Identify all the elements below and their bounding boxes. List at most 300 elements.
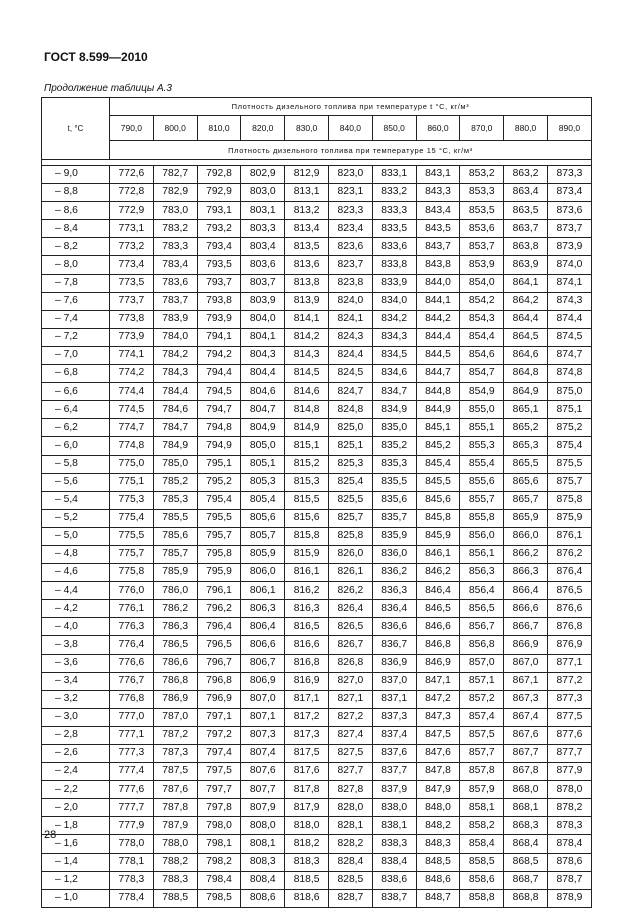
density-cell: 873,7 [547,220,591,238]
density-cell: 875,2 [547,419,591,437]
table-row [42,564,592,582]
density-cell: 827,4 [328,726,372,744]
density-cell: 866,3 [504,564,548,582]
density-column-header: 790,0 [110,116,154,141]
density-cell: 826,1 [328,564,372,582]
density-cell: 825,0 [328,419,372,437]
temperature-cell: – 8,0 [42,256,110,274]
density-cell: 786,2 [153,600,197,618]
table-caption: Продолжение таблицы А.3 [44,83,172,94]
density-cell: 826,8 [328,654,372,672]
density-cell: 813,9 [285,292,329,310]
density-cell: 877,1 [547,654,591,672]
density-cell: 877,7 [547,745,591,763]
density-cell: 847,9 [416,781,460,799]
density-cell: 803,3 [241,220,285,238]
density-cell: 837,3 [372,708,416,726]
density-cell: 848,7 [416,889,460,907]
density-cell: 825,5 [328,491,372,509]
density-cell: 853,3 [460,184,504,202]
density-cell: 854,6 [460,346,504,364]
density-cell: 803,1 [241,202,285,220]
density-cell: 865,6 [504,473,548,491]
density-cell: 877,9 [547,763,591,781]
density-cell: 878,4 [547,835,591,853]
density-cell: 877,2 [547,672,591,690]
density-cell: 784,9 [153,437,197,455]
density-cell: 848,6 [416,871,460,889]
density-cell: 786,3 [153,618,197,636]
density-cell: 788,5 [153,889,197,907]
density-cell: 824,1 [328,310,372,328]
density-cell: 793,5 [197,256,241,274]
density-cell: 794,8 [197,419,241,437]
density-cell: 787,2 [153,726,197,744]
density-cell: 857,2 [460,690,504,708]
density-cell: 773,7 [110,292,154,310]
density-cell: 855,8 [460,509,504,527]
density-cell: 873,4 [547,184,591,202]
density-cell: 773,5 [110,274,154,292]
density-cell: 806,1 [241,582,285,600]
density-cell: 834,3 [372,328,416,346]
table-row [42,383,592,401]
density-cell: 794,1 [197,328,241,346]
density-cell: 816,3 [285,600,329,618]
temperature-cell: – 7,0 [42,346,110,364]
density-cell: 787,9 [153,817,197,835]
density-cell: 773,8 [110,310,154,328]
density-cell: 802,9 [241,166,285,184]
density-cell: 865,2 [504,419,548,437]
density-cell: 835,0 [372,419,416,437]
density-cell: 813,1 [285,184,329,202]
density-cell: 784,4 [153,383,197,401]
density-cell: 806,6 [241,636,285,654]
table-row [42,401,592,419]
density-cell: 846,9 [416,654,460,672]
density-cell: 787,5 [153,763,197,781]
table-header [42,98,592,160]
density-cell: 874,8 [547,365,591,383]
page-number: 28 [44,829,57,841]
density-cell: 818,3 [285,853,329,871]
density-cell: 786,6 [153,654,197,672]
density-cell: 793,8 [197,292,241,310]
density-cell: 796,1 [197,582,241,600]
density-cell: 857,0 [460,654,504,672]
density-cell: 855,3 [460,437,504,455]
density-cell: 836,7 [372,636,416,654]
table-row [42,835,592,853]
density-cell: 873,3 [547,166,591,184]
density-cell: 807,6 [241,763,285,781]
density-cell: 855,6 [460,473,504,491]
density-cell: 823,0 [328,166,372,184]
density-cell: 797,5 [197,763,241,781]
density-cell: 866,7 [504,618,548,636]
density-cell: 796,4 [197,618,241,636]
density-cell: 775,5 [110,527,154,545]
density-cell: 777,3 [110,745,154,763]
density-cell: 808,1 [241,835,285,853]
density-cell: 805,4 [241,491,285,509]
density-cell: 804,9 [241,419,285,437]
density-cell: 857,1 [460,672,504,690]
density-cell: 875,7 [547,473,591,491]
density-cell: 837,7 [372,763,416,781]
density-cell: 847,2 [416,690,460,708]
density-cell: 815,8 [285,527,329,545]
density-cell: 818,0 [285,817,329,835]
density-cell: 826,4 [328,600,372,618]
density-cell: 824,8 [328,401,372,419]
density-cell: 855,4 [460,455,504,473]
density-at-t-header: Плотность дизельного топлива при температуре t °C, кг/м³ [110,98,592,116]
density-cell: 846,4 [416,582,460,600]
density-cell: 833,1 [372,166,416,184]
density-cell: 837,0 [372,672,416,690]
density-cell: 835,5 [372,473,416,491]
density-cell: 876,5 [547,582,591,600]
density-cell: 853,9 [460,256,504,274]
table-row [42,310,592,328]
density-cell: 843,4 [416,202,460,220]
density-cell: 878,9 [547,889,591,907]
density-cell: 774,4 [110,383,154,401]
temperature-cell: – 8,8 [42,184,110,202]
density-cell: 773,2 [110,238,154,256]
density-cell: 854,2 [460,292,504,310]
density-cell: 856,8 [460,636,504,654]
density-cell: 866,0 [504,527,548,545]
density-cell: 806,3 [241,600,285,618]
table-row [42,654,592,672]
temperature-cell: – 4,0 [42,618,110,636]
density-cell: 836,0 [372,545,416,563]
density-cell: 777,7 [110,799,154,817]
temperature-cell: – 1,2 [42,871,110,889]
density-cell: 788,0 [153,835,197,853]
density-cell: 864,9 [504,383,548,401]
density-cell: 865,1 [504,401,548,419]
density-cell: 874,4 [547,310,591,328]
density-cell: 815,6 [285,509,329,527]
density-cell: 775,7 [110,545,154,563]
density-cell: 787,6 [153,781,197,799]
density-cell: 795,9 [197,564,241,582]
density-cell: 854,7 [460,365,504,383]
density-cell: 806,0 [241,564,285,582]
density-cell: 836,2 [372,564,416,582]
temperature-cell: – 6,2 [42,419,110,437]
density-cell: 835,2 [372,437,416,455]
temperature-cell: – 7,6 [42,292,110,310]
density-cell: 835,7 [372,509,416,527]
density-cell: 834,5 [372,346,416,364]
density-cell: 866,9 [504,636,548,654]
density-cell: 815,2 [285,455,329,473]
density-at-15-header: Плотность дизельного топлива при температуре 15 °C, кг/м³ [110,141,592,160]
density-column-header: 860,0 [416,116,460,141]
density-cell: 834,7 [372,383,416,401]
density-cell: 798,1 [197,835,241,853]
density-cell: 874,5 [547,328,591,346]
density-cell: 845,6 [416,491,460,509]
density-cell: 798,0 [197,817,241,835]
density-cell: 818,6 [285,889,329,907]
density-cell: 836,9 [372,654,416,672]
density-cell: 876,6 [547,600,591,618]
density-cell: 797,2 [197,726,241,744]
density-cell: 868,7 [504,871,548,889]
density-cell: 803,9 [241,292,285,310]
density-cell: 793,2 [197,220,241,238]
table-row [42,763,592,781]
density-cell: 772,9 [110,202,154,220]
density-cell: 868,5 [504,853,548,871]
density-cell: 808,6 [241,889,285,907]
density-cell: 868,4 [504,835,548,853]
density-cell: 826,0 [328,545,372,563]
temperature-cell: – 8,4 [42,220,110,238]
density-cell: 813,5 [285,238,329,256]
density-cell: 805,9 [241,545,285,563]
density-cell: 867,0 [504,654,548,672]
density-cell: 864,2 [504,292,548,310]
density-cell: 866,4 [504,582,548,600]
density-cell: 836,6 [372,618,416,636]
density-cell: 826,5 [328,618,372,636]
density-cell: 837,9 [372,781,416,799]
table-row [42,274,592,292]
table-row [42,328,592,346]
density-cell: 825,8 [328,527,372,545]
table-row [42,220,592,238]
density-cell: 853,2 [460,166,504,184]
density-cell: 796,7 [197,654,241,672]
density-cell: 878,7 [547,871,591,889]
density-cell: 866,2 [504,545,548,563]
density-cell: 777,0 [110,708,154,726]
temperature-cell: – 7,2 [42,328,110,346]
temperature-cell: – 2,4 [42,763,110,781]
density-cell: 877,5 [547,708,591,726]
density-cell: 804,6 [241,383,285,401]
density-cell: 864,8 [504,365,548,383]
temperature-cell: – 1,8 [42,817,110,835]
table-row [42,853,592,871]
temperature-cell: – 3,2 [42,690,110,708]
density-cell: 827,7 [328,763,372,781]
temperature-cell: – 6,8 [42,365,110,383]
density-cell: 804,4 [241,365,285,383]
density-cell: 858,8 [460,889,504,907]
density-cell: 823,6 [328,238,372,256]
density-cell: 854,9 [460,383,504,401]
density-cell: 797,1 [197,708,241,726]
density-cell: 773,1 [110,220,154,238]
density-cell: 828,7 [328,889,372,907]
density-column-header: 800,0 [153,116,197,141]
density-cell: 787,3 [153,745,197,763]
temperature-column-header: t, °C [42,98,110,160]
density-cell: 873,9 [547,238,591,256]
density-cell: 833,9 [372,274,416,292]
density-column-header: 880,0 [504,116,548,141]
density-cell: 843,3 [416,184,460,202]
density-cell: 795,8 [197,545,241,563]
density-cell: 794,4 [197,365,241,383]
density-cell: 808,4 [241,871,285,889]
density-cell: 793,7 [197,274,241,292]
density-cell: 783,4 [153,256,197,274]
density-cell: 835,6 [372,491,416,509]
density-cell: 844,2 [416,310,460,328]
temperature-cell: – 4,4 [42,582,110,600]
table-row [42,527,592,545]
density-cell: 775,1 [110,473,154,491]
table-row [42,690,592,708]
density-cell: 827,1 [328,690,372,708]
density-cell: 823,8 [328,274,372,292]
density-cell: 868,3 [504,817,548,835]
density-cell: 796,8 [197,672,241,690]
density-cell: 867,1 [504,672,548,690]
density-cell: 846,6 [416,618,460,636]
density-cell: 874,3 [547,292,591,310]
density-cell: 775,4 [110,509,154,527]
density-cell: 864,4 [504,310,548,328]
density-cell: 828,1 [328,817,372,835]
density-cell: 787,8 [153,799,197,817]
density-cell: 836,4 [372,600,416,618]
table-row [42,871,592,889]
density-cell: 844,5 [416,346,460,364]
density-cell: 778,4 [110,889,154,907]
density-cell: 824,7 [328,383,372,401]
density-cell: 878,2 [547,799,591,817]
density-cell: 855,7 [460,491,504,509]
density-cell: 786,9 [153,690,197,708]
density-cell: 838,6 [372,871,416,889]
density-cell: 845,8 [416,509,460,527]
density-cell: 814,8 [285,401,329,419]
density-cell: 875,4 [547,437,591,455]
density-cell: 813,8 [285,274,329,292]
density-cell: 783,3 [153,238,197,256]
density-cell: 867,7 [504,745,548,763]
density-cell: 824,4 [328,346,372,364]
density-cell: 863,9 [504,256,548,274]
density-cell: 845,5 [416,473,460,491]
density-cell: 865,9 [504,509,548,527]
density-cell: 812,9 [285,166,329,184]
density-cell: 857,5 [460,726,504,744]
density-cell: 838,3 [372,835,416,853]
density-cell: 876,4 [547,564,591,582]
density-cell: 774,7 [110,419,154,437]
table-row [42,636,592,654]
density-cell: 805,6 [241,509,285,527]
table-row [42,256,592,274]
temperature-cell: – 4,2 [42,600,110,618]
density-cell: 788,3 [153,871,197,889]
density-cell: 825,7 [328,509,372,527]
density-cell: 833,3 [372,202,416,220]
density-cell: 774,5 [110,401,154,419]
density-cell: 778,0 [110,835,154,853]
density-cell: 826,7 [328,636,372,654]
density-cell: 856,3 [460,564,504,582]
density-cell: 794,9 [197,437,241,455]
temperature-cell: – 8,6 [42,202,110,220]
density-cell: 814,6 [285,383,329,401]
density-cell: 824,3 [328,328,372,346]
density-cell: 827,2 [328,708,372,726]
temperature-cell: – 2,6 [42,745,110,763]
density-cell: 783,2 [153,220,197,238]
temperature-cell: – 7,4 [42,310,110,328]
density-cell: 795,1 [197,455,241,473]
density-cell: 838,7 [372,889,416,907]
density-cell: 838,4 [372,853,416,871]
density-cell: 846,1 [416,545,460,563]
density-cell: 858,5 [460,853,504,871]
density-cell: 828,5 [328,871,372,889]
table-row [42,491,592,509]
density-cell: 863,4 [504,184,548,202]
density-cell: 834,2 [372,310,416,328]
density-cell: 844,0 [416,274,460,292]
density-cell: 818,2 [285,835,329,853]
density-cell: 798,4 [197,871,241,889]
table-row [42,292,592,310]
density-cell: 776,8 [110,690,154,708]
density-cell: 874,1 [547,274,591,292]
density-cell: 804,0 [241,310,285,328]
density-cell: 843,8 [416,256,460,274]
density-cell: 855,0 [460,401,504,419]
density-cell: 775,0 [110,455,154,473]
density-cell: 817,3 [285,726,329,744]
density-cell: 784,3 [153,365,197,383]
density-cell: 848,3 [416,835,460,853]
density-cell: 775,8 [110,564,154,582]
density-cell: 805,3 [241,473,285,491]
density-cell: 837,4 [372,726,416,744]
density-cell: 803,0 [241,184,285,202]
density-cell: 776,1 [110,600,154,618]
table-row [42,419,592,437]
density-cell: 866,6 [504,600,548,618]
density-column-header: 820,0 [241,116,285,141]
density-cell: 823,4 [328,220,372,238]
table-row [42,708,592,726]
density-cell: 858,2 [460,817,504,835]
density-cell: 818,5 [285,871,329,889]
density-cell: 785,0 [153,455,197,473]
density-cell: 778,1 [110,853,154,871]
density-cell: 814,3 [285,346,329,364]
density-cell: 864,1 [504,274,548,292]
density-cell: 875,0 [547,383,591,401]
density-cell: 848,5 [416,853,460,871]
density-cell: 867,3 [504,690,548,708]
table-row [42,238,592,256]
density-cell: 816,8 [285,654,329,672]
temperature-cell: – 3,8 [42,636,110,654]
